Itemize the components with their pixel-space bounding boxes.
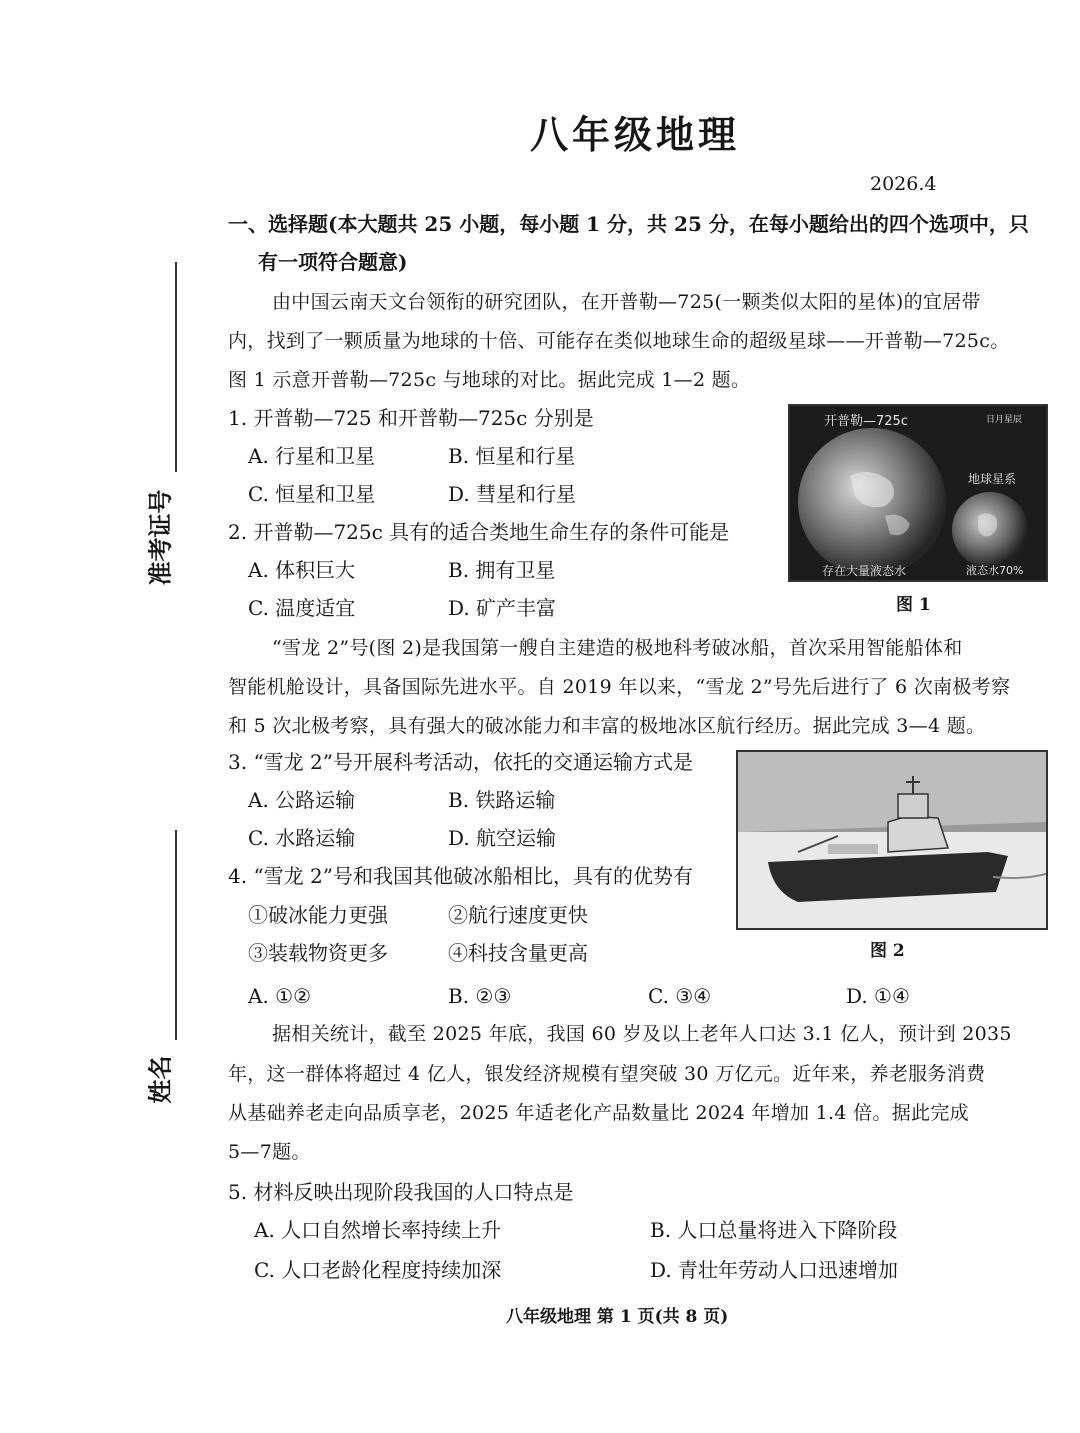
question-2-option-d: D. 矿产丰富 — [448, 596, 557, 620]
question-5-option-a: A. 人口自然增长率持续上升 — [254, 1218, 502, 1242]
exam-date: 2026.4 — [870, 173, 937, 195]
passage3-line4: 5—7题。 — [228, 1141, 311, 1163]
question-4-stem: 4. “雪龙 2”号和我国其他破冰船相比，具有的优势有 — [228, 864, 693, 888]
figure-1-image — [788, 404, 1048, 582]
planet-comparison-illustration — [790, 406, 1046, 580]
question-4-statement-4: ④科技含量更高 — [448, 941, 588, 965]
question-4-statement-2: ②航行速度更快 — [448, 903, 588, 927]
figure-1-caption: 图 1 — [896, 595, 931, 615]
passage2-line3: 和 5 次北极考察，具有强大的破冰能力和丰富的极地冰区航行经历。据此完成 3—4 题。 — [228, 715, 986, 737]
question-3-option-c: C. 水路运输 — [248, 826, 356, 850]
passage1-line3: 图 1 示意开普勒—725c 与地球的对比。据此完成 1—2 题。 — [228, 369, 751, 391]
passage1-line1: 由中国云南天文台领衔的研究团队，在开普勒—725(一颗类似太阳的星体)的宜居带 — [272, 291, 981, 313]
question-4-option-a: A. ①② — [248, 984, 312, 1008]
icebreaker-ship-illustration — [738, 752, 1046, 928]
question-3-stem: 3. “雪龙 2”号开展科考活动，依托的交通运输方式是 — [228, 750, 693, 774]
question-4-statement-3: ③装载物资更多 — [248, 941, 388, 965]
question-1-option-a: A. 行星和卫星 — [248, 444, 376, 468]
passage1-line2: 内，找到了一颗质量为地球的十倍、可能存在类似地球生命的超级星球——开普勒—725c。 — [228, 330, 1010, 352]
question-5-option-b: B. 人口总量将进入下降阶段 — [650, 1218, 898, 1242]
figure-1-earth-water-label: 液态水70% — [966, 564, 1024, 577]
question-2-option-c: C. 温度适宜 — [248, 596, 356, 620]
exam-id-line — [175, 262, 177, 472]
figure-1-corner-label: 日月星辰 — [986, 415, 1023, 425]
passage2-line2: 智能机舱设计，具备国际先进水平。自 2019 年以来，“雪龙 2”号先后进行了 6 次南极考察 — [228, 676, 1011, 698]
question-5-option-d: D. 青壮年劳动人口迅速增加 — [650, 1258, 899, 1282]
ship-superstructure — [888, 816, 948, 852]
figure-2-caption: 图 2 — [870, 941, 905, 961]
question-3-option-b: B. 铁路运输 — [448, 788, 556, 812]
question-3-option-d: D. 航空运输 — [448, 826, 557, 850]
passage2-line1: “雪龙 2”号(图 2)是我国第一艘自主建造的极地科考破冰船，首次采用智能船体和 — [272, 637, 963, 659]
question-4-option-b: B. ②③ — [448, 984, 512, 1008]
passage3-line1: 据相关统计，截至 2025 年底，我国 60 岁及以上老年人口达 3.1 亿人，预计到 2035 — [272, 1023, 1012, 1045]
question-3-option-a: A. 公路运输 — [248, 788, 356, 812]
question-1-option-b: B. 恒星和行星 — [448, 444, 576, 468]
question-4-statement-1: ①破冰能力更强 — [248, 903, 388, 927]
section-heading-line1: 一、选择题(本大题共 25 小题，每小题 1 分，共 25 分，在每小题给出的四个选项中，只 — [228, 212, 1029, 236]
question-2-stem: 2. 开普勒—725c 具有的适合类地生命生存的条件可能是 — [228, 520, 730, 544]
passage3-line3: 从基础养老走向品质享老，2025 年适老化产品数量比 2024 年增加 1.4 倍。据此完成 — [228, 1102, 969, 1124]
page-title: 八年级地理 — [530, 112, 741, 157]
question-5-stem: 5. 材料反映出现阶段我国的人口特点是 — [228, 1180, 574, 1204]
name-label: 姓名 — [145, 1055, 175, 1104]
exam-id-label: 准考证号 — [145, 489, 175, 586]
question-2-option-b: B. 拥有卫星 — [448, 558, 556, 582]
section-heading-line2: 有一项符合题意) — [258, 250, 408, 274]
question-1-option-c: C. 恒星和卫星 — [248, 482, 376, 506]
question-4-option-c: C. ③④ — [648, 984, 712, 1008]
name-line — [175, 830, 177, 1040]
question-1-stem: 1. 开普勒—725 和开普勒—725c 分别是 — [228, 406, 594, 430]
figure-1-earth-label: 地球星系 — [968, 472, 1017, 486]
question-1-option-d: D. 彗星和行星 — [448, 482, 577, 506]
question-2-option-a: A. 体积巨大 — [248, 558, 356, 582]
passage3-line2: 年，这一群体将超过 4 亿人，银发经济规模有望突破 30 万亿元。近年来，养老服务消费 — [228, 1063, 986, 1085]
question-5-option-c: C. 人口老龄化程度持续加深 — [254, 1258, 502, 1282]
figure-2-image — [736, 750, 1048, 930]
figure-1-planet-label: 开普勒—725c — [824, 414, 908, 429]
question-4-option-d: D. ①④ — [846, 984, 910, 1008]
figure-1-water-label: 存在大量液态水 — [822, 564, 907, 578]
page-footer: 八年级地理 第 1 页(共 8 页) — [506, 1307, 729, 1327]
